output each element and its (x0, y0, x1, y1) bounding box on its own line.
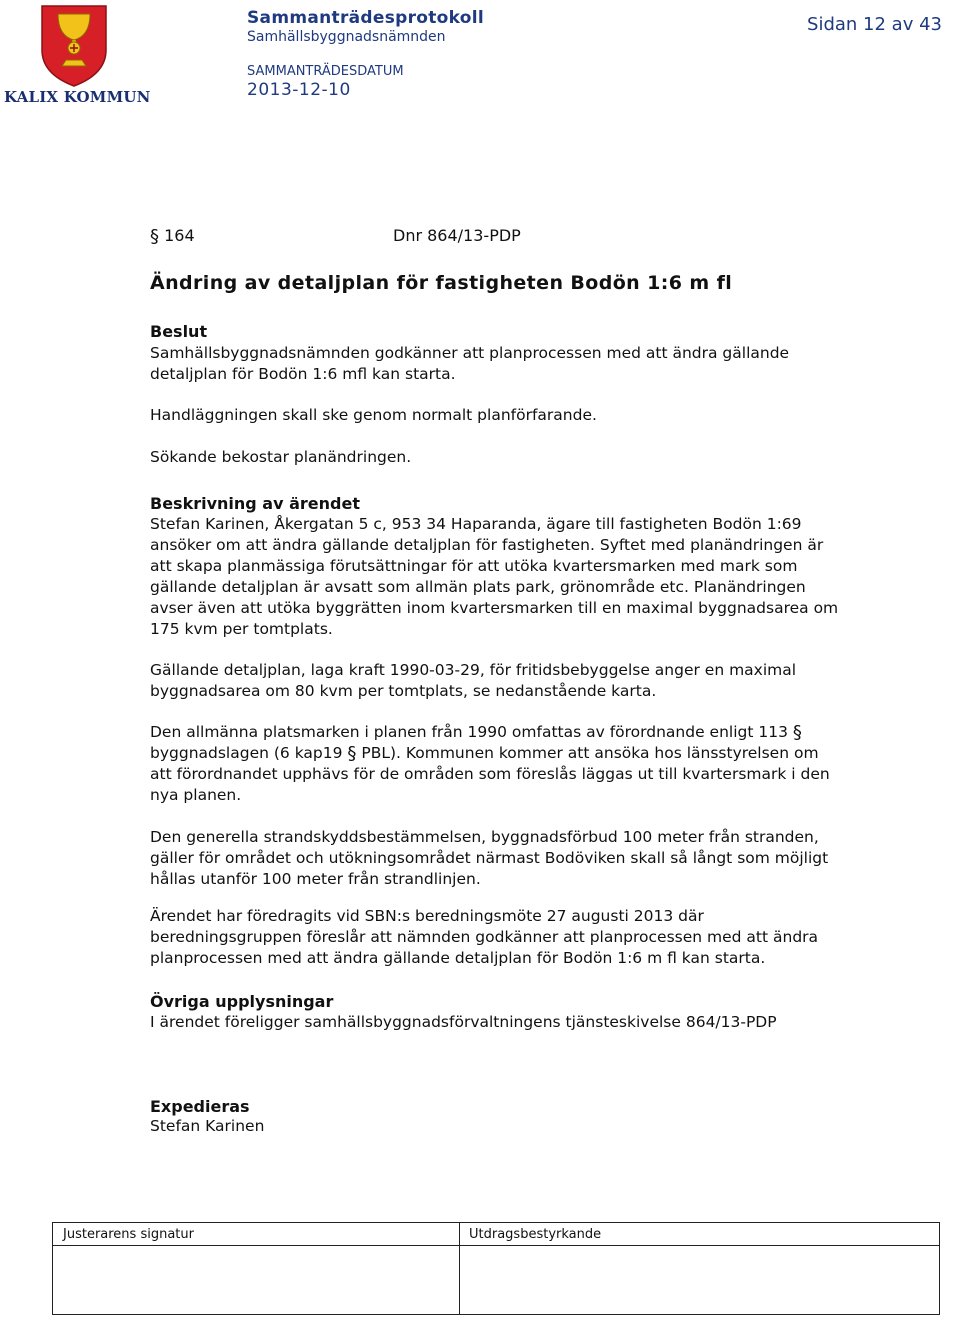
text-line: planprocessen med att ändra gällande detaljplan för Bodön 1:6 m fl kan starta. (150, 949, 766, 967)
text-line: detaljplan för Bodön 1:6 mfl kan starta. (150, 365, 456, 383)
text-span: byggnadslagen (6 kap19 (150, 744, 343, 762)
beskrivning-paragraph-4 (150, 827, 930, 890)
text-span: Den allmänna platsmarken i planen från 1990 omfattas av förordnande enligt 113 (150, 723, 788, 741)
expedieras-heading: Expedieras (150, 1097, 250, 1116)
case-number-value: 164 (164, 226, 195, 245)
beskrivning-paragraph-3 (150, 722, 930, 806)
beslut-heading: Beslut (150, 322, 208, 341)
logo-wordmark: KALIX KOMMUN (4, 88, 151, 106)
ovriga-heading: Övriga upplysningar (150, 992, 334, 1011)
signature-divider (459, 1223, 460, 1314)
page-number: Sidan 12 av 43 (807, 14, 942, 35)
justerare-signature-label: Justerarens signatur (63, 1227, 194, 1242)
meeting-date: 2013-12-10 (247, 80, 351, 100)
text-line: 175 kvm per tomtplats. (150, 620, 333, 638)
beskrivning-paragraph-2 (150, 660, 930, 702)
case-number (150, 226, 195, 247)
beslut-paragraph-1 (150, 343, 930, 385)
section-sign: § (347, 743, 357, 764)
utdragsbestyrkande-label: Utdragsbestyrkande (469, 1227, 602, 1242)
text-line: att förordnandet upphävs för de områden som föreslås läggas ut till kvartersmark i den (150, 765, 830, 783)
coat-of-arms-icon (4, 2, 142, 88)
diary-number: Dnr 864/13-PDP (393, 226, 521, 245)
expedieras-recipient: Stefan Karinen (150, 1117, 265, 1135)
text-line: beredningsgruppen föreslår att nämnden godkänner att planprocessen med att ändra (150, 928, 819, 946)
document-title: Sammanträdesprotokoll (247, 8, 485, 28)
text-line: Stefan Karinen, Åkergatan 5 c, 953 34 Haparanda, ägare till fastigheten Bodön 1:69 (150, 515, 802, 533)
text-span: PBL). Kommunen kommer att ansöka hos länsstyrelsen om (361, 744, 819, 762)
text-line: Den generella strandskyddsbestämmelsen, byggnadsförbud 100 meter från stranden, (150, 828, 819, 846)
beskrivning-heading: Beskrivning av ärendet (150, 494, 360, 513)
text-line: Samhällsbyggnadsnämnden godkänner att planprocessen med att ändra gällande (150, 344, 790, 362)
text-line: gällande detaljplan är avsatt som allmän plats park, grönområde etc. Planändringen (150, 578, 806, 596)
signature-box (52, 1222, 940, 1315)
meeting-date-label: SAMMANTRÄDESDATUM (247, 64, 404, 79)
ovriga-text: I ärendet föreligger samhällsbyggnadsförvaltningens tjänsteskivelse 864/13-PDP (150, 1013, 777, 1031)
text-line: byggnadsarea om 80 kvm per tomtplats, se nedanstående karta. (150, 682, 657, 700)
text-line: avser även att utöka byggrätten inom kvartersmarken till en maximal byggnadsarea om (150, 599, 839, 617)
beskrivning-paragraph-1 (150, 514, 930, 640)
text-line: ansöker om att ändra gällande detaljplan för fastigheten. Syftet med planändringen är (150, 536, 824, 554)
committee-name: Samhällsbyggnadsnämnden (247, 29, 446, 45)
text-line (150, 743, 930, 764)
beslut-paragraph-3: Sökande bekostar planändringen. (150, 448, 412, 466)
text-line: gäller för området och utökningsområdet närmast Bodöviken skall så långt som möjligt (150, 849, 829, 867)
section-sign: § (150, 226, 159, 247)
text-line: hållas utanför 100 meter från strandlinjen. (150, 870, 481, 888)
beslut-paragraph-2: Handläggningen skall ske genom normalt planförfarande. (150, 406, 597, 424)
text-line: Ärendet har föredragits vid SBN:s beredningsmöte 27 augusti 2013 där (150, 907, 704, 925)
text-line (150, 722, 930, 743)
beskrivning-paragraph-5 (150, 906, 930, 969)
text-line: att skapa planmässiga förutsättningar för att utöka kvartersmarken med mark som (150, 557, 798, 575)
text-line: Gällande detaljplan, laga kraft 1990-03-29, för fritidsbebyggelse anger en maximal (150, 661, 797, 679)
text-line: nya planen. (150, 786, 242, 804)
case-title: Ändring av detaljplan för fastigheten Bodön 1:6 m fl (150, 272, 733, 294)
section-sign: § (792, 722, 802, 743)
